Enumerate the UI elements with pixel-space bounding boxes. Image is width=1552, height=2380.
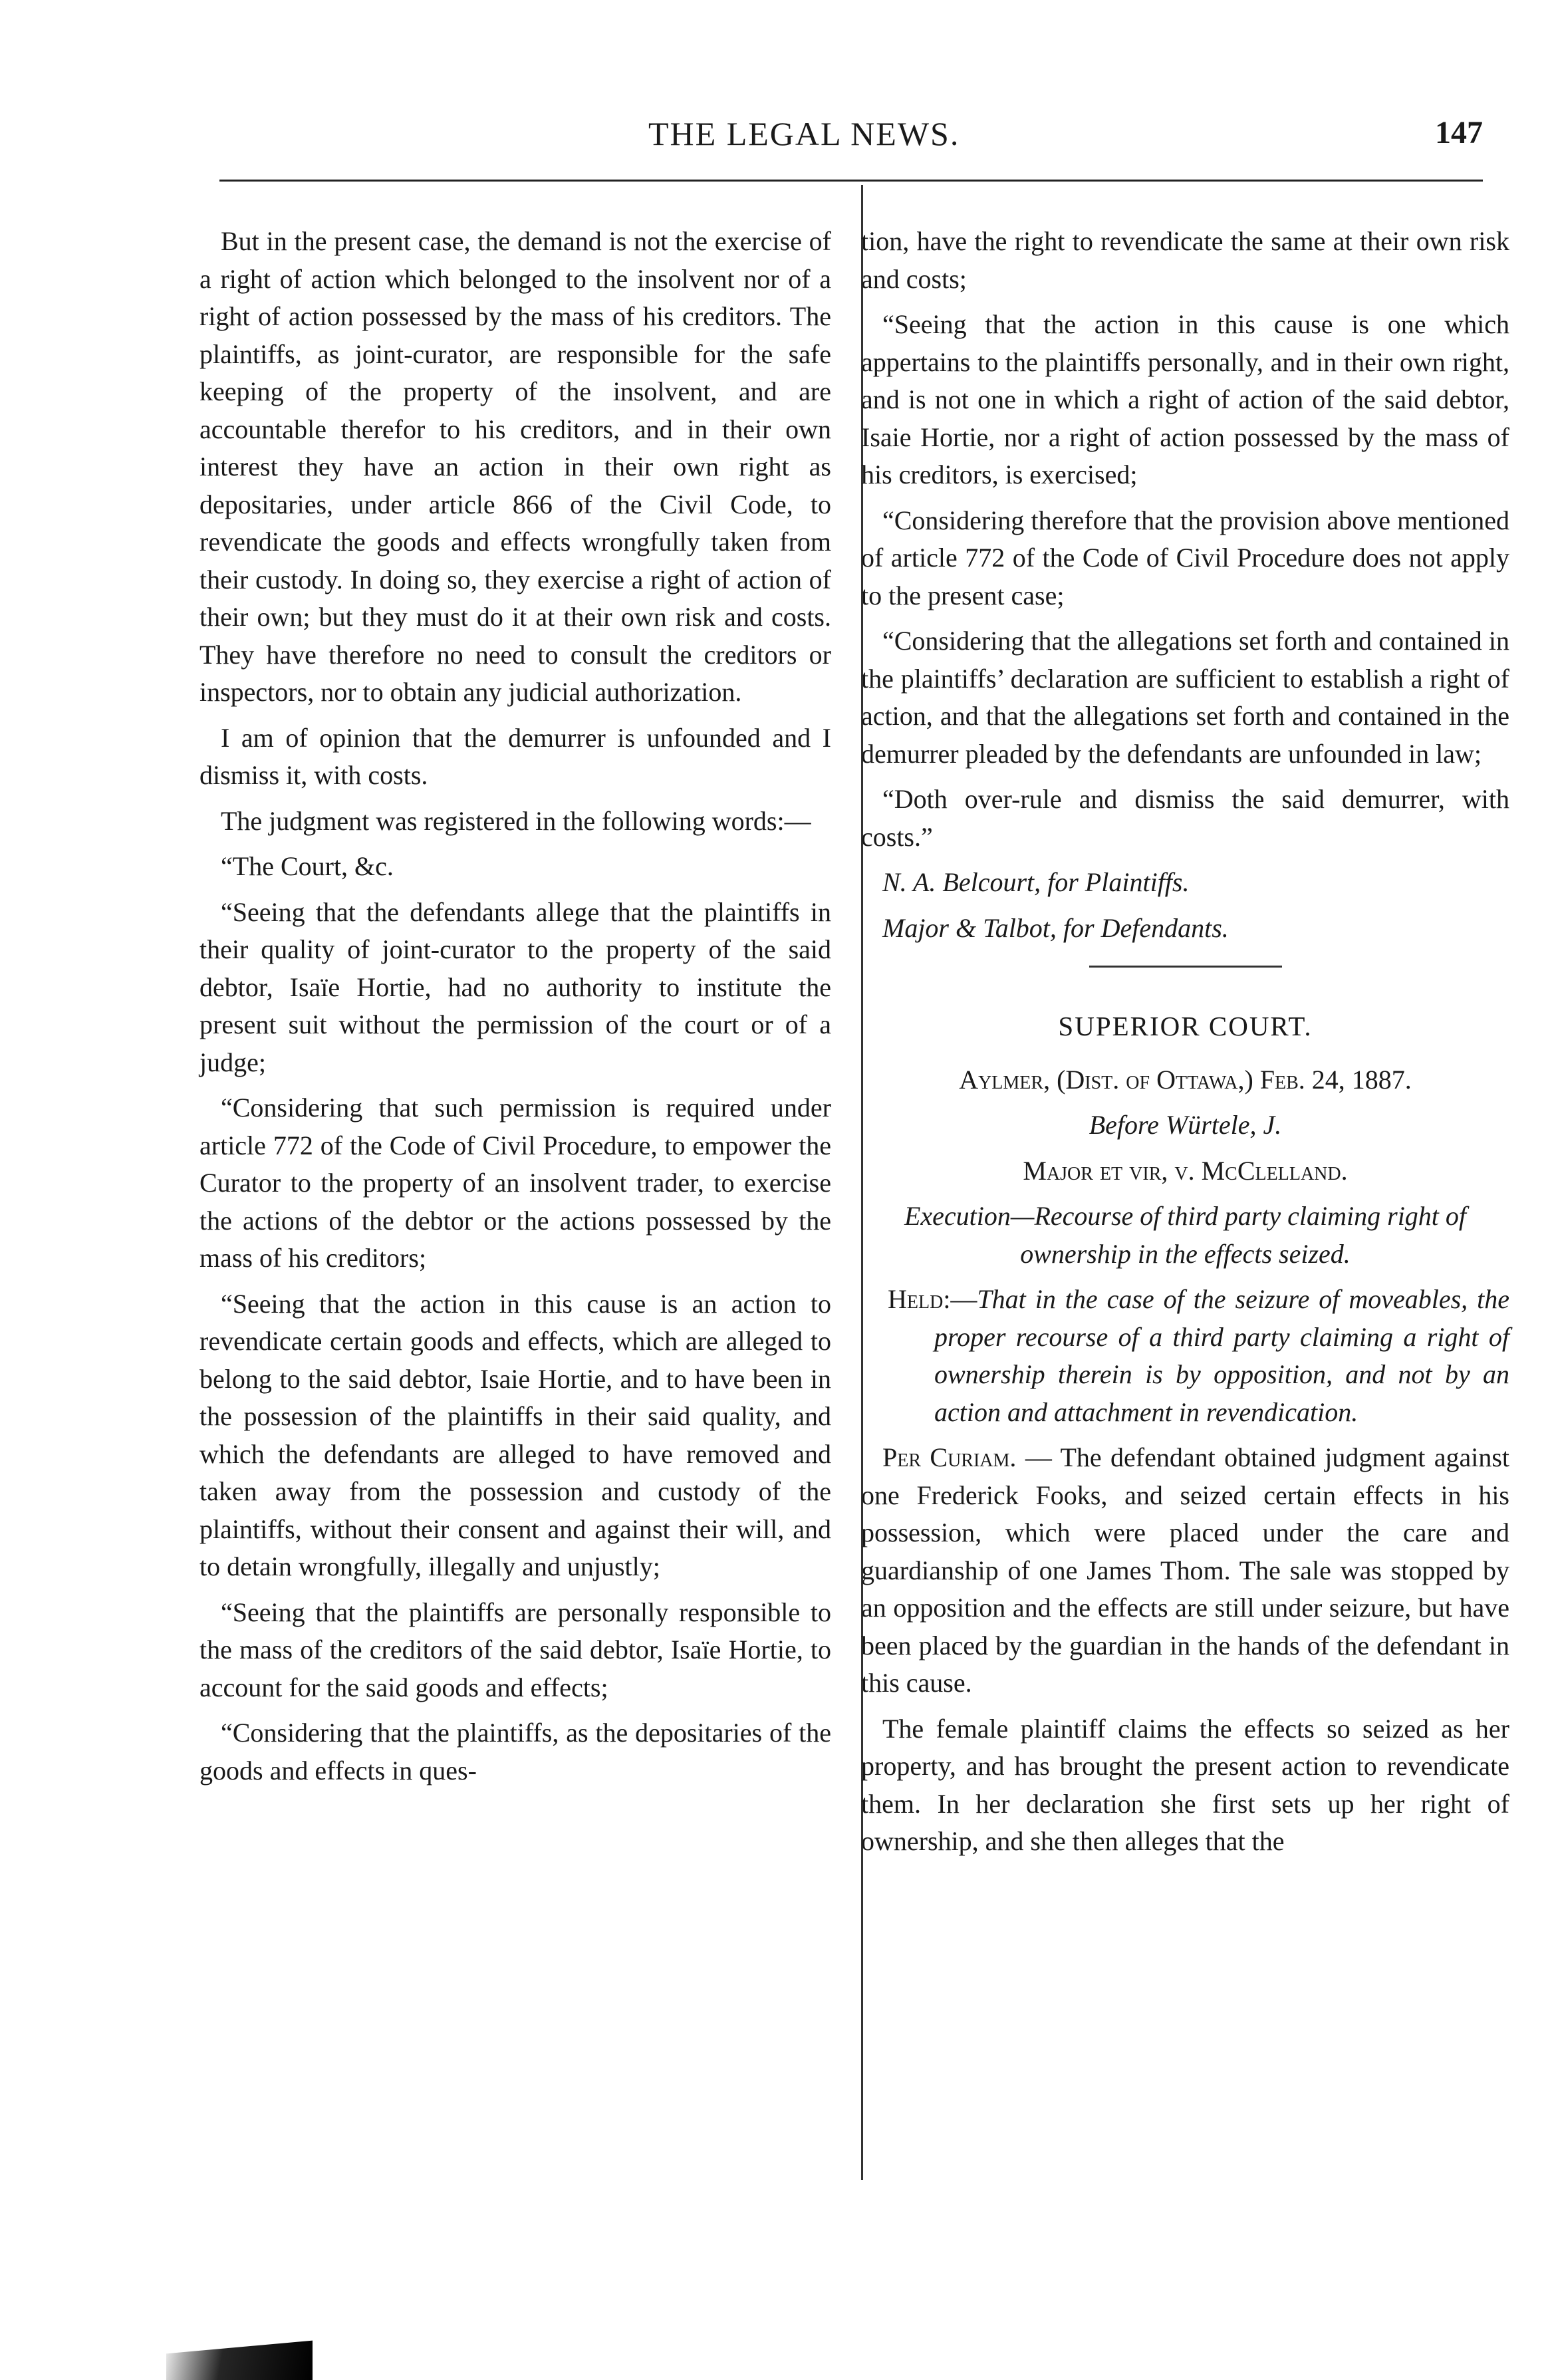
paragraph: But in the present case, the demand is not the exercise of a right of action which belonged to the insolvent nor of a right of action possessed by the mass of his creditors. The plaintiffs, as joint-curator, are responsible for the safe keeping of the property of the insolvent, and are accountable therefor to his creditors, and in their own interest they have an action in their own right as depositaries, under article 866 of the Civil Code, to revendicate the goods and effects wrongfully taken from their custody. In doing so, they exercise a right of action of their own; but they must do it at their own risk and costs. They have therefore no need to consult the creditors or inspectors, nor to obtain any judicial authorization. xyxy=(199,226,831,707)
per-curiam-text: — The defendant obtained judgment against one Frederick Fooks, and seized certain effects in his possession, which were placed under the care and guardianship of one James Thom. The sale was stopped by an opposition and the effects are still under seizure, but have been placed by the guardian in the hands of the defendant in this cause. xyxy=(861,1442,1510,1698)
header-rule xyxy=(219,180,1483,182)
paragraph: “Considering that the plaintiffs, as the depositaries of the goods and effects in ques- xyxy=(199,1718,831,1785)
left-column xyxy=(199,223,831,1797)
case-subject: Execution—Recourse of third party claiming right of ownership in the effects seized. xyxy=(904,1201,1467,1269)
held-text: That in the case of the seizure of moveables, the proper recourse of a third party claiming a right of ownership therein is by opposition, and not by an action and attachment in revendication. xyxy=(934,1284,1509,1427)
paragraph: “Considering that the allegations set forth and contained in the plaintiffs’ declaration are sufficient to establish a right of action, and that the allegations set forth and contained in the demurrer pleaded by the defendants are unfounded in law; xyxy=(861,626,1509,769)
paragraph: “The Court, &c. xyxy=(221,851,394,881)
paragraph: The female plaintiff claims the effects so seized as her property, and has brought the present action to revendicate them. In her declaration she first sets up her right of ownership, and she then alleges that the xyxy=(861,1713,1509,1856)
held-label: Held:— xyxy=(888,1284,977,1314)
journal-title: THE LEGAL NEWS. xyxy=(648,115,960,152)
page-number: 147 xyxy=(1435,115,1483,150)
counsel-defendants: Major & Talbot, for Defendants. xyxy=(882,912,1229,943)
page-header xyxy=(213,114,1483,161)
paragraph: “Seeing that the action in this cause is one which appertains to the plaintiffs personally, and in their own right, and is not one in which a right of action of the said debtor, Isaie Hortie, nor a right of action possessed by the mass of his creditors, is exercised; xyxy=(861,309,1509,489)
court-heading: SUPERIOR COURT. xyxy=(1058,1011,1313,1041)
paragraph: tion, have the right to revendicate the same at their own risk and costs; xyxy=(861,226,1509,294)
paragraph: The judgment was registered in the following words:— xyxy=(221,805,811,836)
paragraph: I am of opinion that the demurrer is unfounded and I dismiss it, with costs. xyxy=(199,722,831,790)
case-title: Major et vir, v. McClelland. xyxy=(1023,1155,1348,1186)
place-date: Aylmer, (Dist. of Ottawa,) Feb. 24, 1887. xyxy=(959,1064,1412,1095)
paragraph: “Seeing that the action in this cause is an action to revendicate certain goods and effects, which are alleged to belong to the said debtor, Isaie Hortie, and to have been in the possession of the plaintiffs in their said quality, and which the defendants are alleged to have removed and taken away from the possession and custody of the plaintiffs, without their consent and against their will, and to detain wrongfully, illegally and unjustly; xyxy=(199,1288,831,1581)
counsel-plaintiffs: N. A. Belcourt, for Plaintiffs. xyxy=(882,867,1190,897)
section-rule xyxy=(1089,966,1282,968)
scan-artifact xyxy=(166,2314,313,2380)
right-column xyxy=(861,223,1509,1869)
paragraph: “Seeing that the plaintiffs are personally responsible to the mass of the creditors of the said debtor, Isaïe Hortie, to account for the said goods and effects; xyxy=(199,1597,831,1702)
judge-line: Before Würtele, J. xyxy=(1089,1110,1282,1140)
per-curiam-paragraph xyxy=(861,1439,1509,1702)
paragraph: “Seeing that the defendants allege that the plaintiffs in their quality of joint-curator to the property of the said debtor, Isaïe Hortie, had no authority to institute the present suit without the permission of the court or of a judge; xyxy=(199,896,831,1077)
held-summary xyxy=(861,1281,1509,1431)
paragraph: “Considering therefore that the provision above mentioned of article 772 of the Code of Civil Procedure does not apply to the present case; xyxy=(861,505,1509,610)
paragraph: “Considering that such permission is required under article 772 of the Code of Civil Procedure, to empower the Curator to the property of an insolvent trader, to exercise the actions of the debtor or the actions possessed by the mass of his creditors; xyxy=(199,1093,831,1273)
per-curiam-label: Per Curiam. xyxy=(882,1442,1017,1472)
paragraph: “Doth over-rule and dismiss the said demurrer, with costs.” xyxy=(861,784,1509,852)
